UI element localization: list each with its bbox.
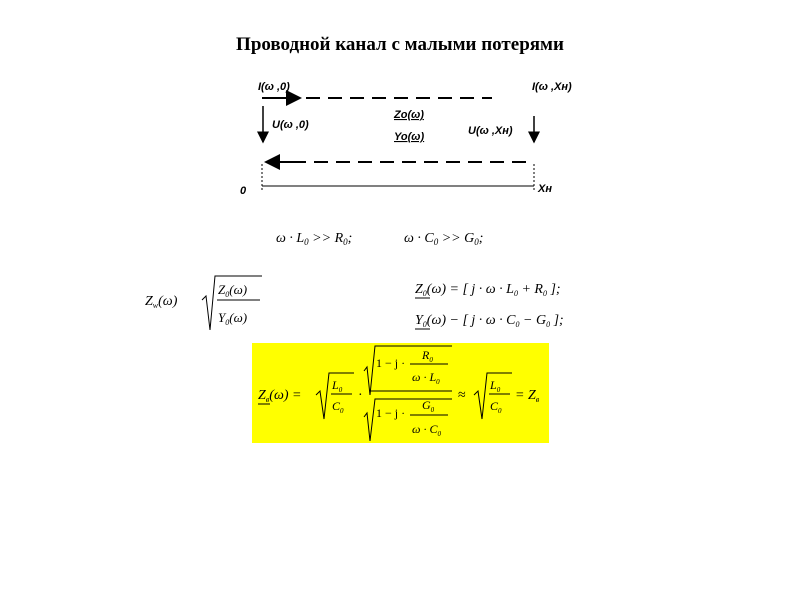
- page-title: Проводной канал с малыми потерями: [236, 34, 564, 55]
- label-ixn: I(ω ,Xн): [532, 81, 572, 93]
- label-i0: I(ω ,0): [258, 81, 290, 93]
- svg-text:Zw(ω): $Z_w(\omega)$: [145, 294, 178, 310]
- svg-text:Y0(ω): $Y_0(\omega)$: [218, 310, 248, 327]
- svg-text:C0: $C_0$: [332, 399, 344, 415]
- svg-text:·: ·: [358, 388, 363, 403]
- label-xn: Xн: [538, 183, 552, 195]
- result-formula: [252, 343, 549, 443]
- svg-text:1 − j ·: 1 − j ·: [376, 356, 406, 370]
- svg-text:≈: ≈: [458, 388, 466, 403]
- svg-text:C0: $C_0$: [490, 399, 502, 415]
- svg-text:R0: $R_0$: [422, 348, 433, 364]
- y0-definition: [415, 313, 564, 329]
- label-y0: Yo(ω): [394, 131, 425, 143]
- svg-text:Y0(ω) − [ j · ω · C0 − G0 ];: $Y_0(\omega)$ − [ $j \cdot \omega \cdot C_0 - G_0$ ];: [415, 313, 564, 329]
- svg-text:G0: $G_0$: [422, 398, 435, 414]
- z0-definition: [415, 282, 561, 298]
- svg-text:L0: $L_0$: [332, 378, 343, 394]
- result-highlight-box: [252, 343, 549, 443]
- svg-text:Z0(ω): $Z_0(\omega)$: [218, 282, 248, 299]
- svg-text:Z0(ω) = [ j · ω · L0 + R0 ];: $Z_0(\omega)$ = [ $j \cdot \omega \cdot L_0 + R_0$ ];: [415, 282, 561, 298]
- svg-text:ω · L0: $\omega \cdot L_0$: [412, 370, 440, 386]
- label-zero: 0: [240, 185, 247, 197]
- svg-text:L0: $L_0$: [490, 378, 501, 394]
- svg-text:1 − j ·: 1 − j ·: [376, 406, 406, 420]
- condition-2: $\omega \cdot C_0 >> G_0$;: [404, 231, 484, 247]
- svg-text:ω · C0: $\omega \cdot C_0$: [412, 422, 441, 438]
- zw-definition: [145, 276, 262, 330]
- label-u0: U(ω ,0): [272, 119, 309, 131]
- svg-text:= Zв: = $Z_в$: [515, 388, 540, 404]
- label-uxn: U(ω ,Xн): [468, 125, 513, 137]
- label-z0: Zo(ω): [394, 109, 424, 121]
- svg-text:Zв(ω) =: $Z_в(\omega)$ =: [258, 388, 302, 404]
- condition-1: $\omega \cdot L_0 >> R_0$;: [276, 231, 353, 247]
